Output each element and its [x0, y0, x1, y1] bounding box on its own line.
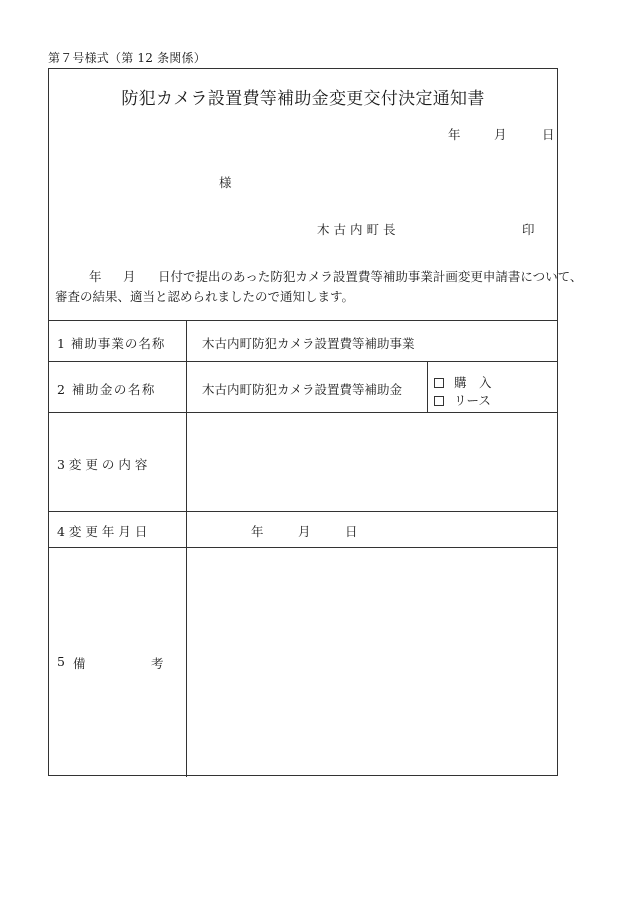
body-text-line2: 審査の結果、適当と認められましたので通知します。: [55, 289, 355, 304]
subsidy-name-label: 2 補助金の名称: [57, 382, 156, 397]
lease-label: リース: [454, 393, 491, 408]
options-column-divider: [427, 361, 428, 412]
table-top-border: [49, 320, 557, 321]
project-name-value: 木古内町防犯カメラ設置費等補助事業: [202, 336, 415, 351]
remarks-label-char-b: 考: [151, 656, 164, 671]
addressee-suffix: 様: [219, 175, 232, 190]
issuer-name: 木古内町長: [317, 222, 400, 237]
option-lease[interactable]: [434, 391, 491, 409]
date-year-label: 年: [448, 127, 461, 142]
row-divider-2: [49, 412, 557, 413]
project-name-label: 1 補助事業の名称: [57, 336, 166, 351]
change-date-month: 月: [298, 524, 311, 539]
row-divider-1: [49, 361, 557, 362]
subsidy-name-value: 木古内町防犯カメラ設置費等補助金: [202, 382, 403, 397]
change-content-label: 3 変 更 の 内 容: [57, 457, 148, 472]
change-date-label: 4 変 更 年 月 日: [57, 524, 148, 539]
purchase-label: 購 入: [454, 375, 492, 390]
seal-mark: 印: [522, 222, 535, 237]
body-year-label: 年: [89, 269, 102, 284]
form-number: 第７号様式（第 12 条関係）: [48, 51, 206, 65]
lease-checkbox[interactable]: [434, 396, 444, 406]
remarks-label-number: 5: [57, 654, 65, 669]
date-day-label: 日: [542, 127, 555, 142]
label-column-divider: [186, 320, 187, 777]
change-date-year: 年: [251, 524, 264, 539]
date-month-label: 月: [494, 127, 507, 142]
option-purchase[interactable]: [434, 373, 492, 391]
notice-form: [48, 68, 583, 776]
purchase-checkbox[interactable]: [434, 378, 444, 388]
remarks-label-char-a: 備: [73, 656, 86, 671]
body-month-label: 月: [123, 269, 136, 284]
document-title: 防犯カメラ設置費等補助金変更交付決定通知書: [121, 89, 485, 109]
change-date-day: 日: [345, 524, 358, 539]
body-text-line1: 日付で提出のあった防犯カメラ設置費等補助事業計画変更申請書について、: [158, 269, 583, 284]
row-divider-4: [49, 547, 557, 548]
row-divider-3: [49, 511, 557, 512]
